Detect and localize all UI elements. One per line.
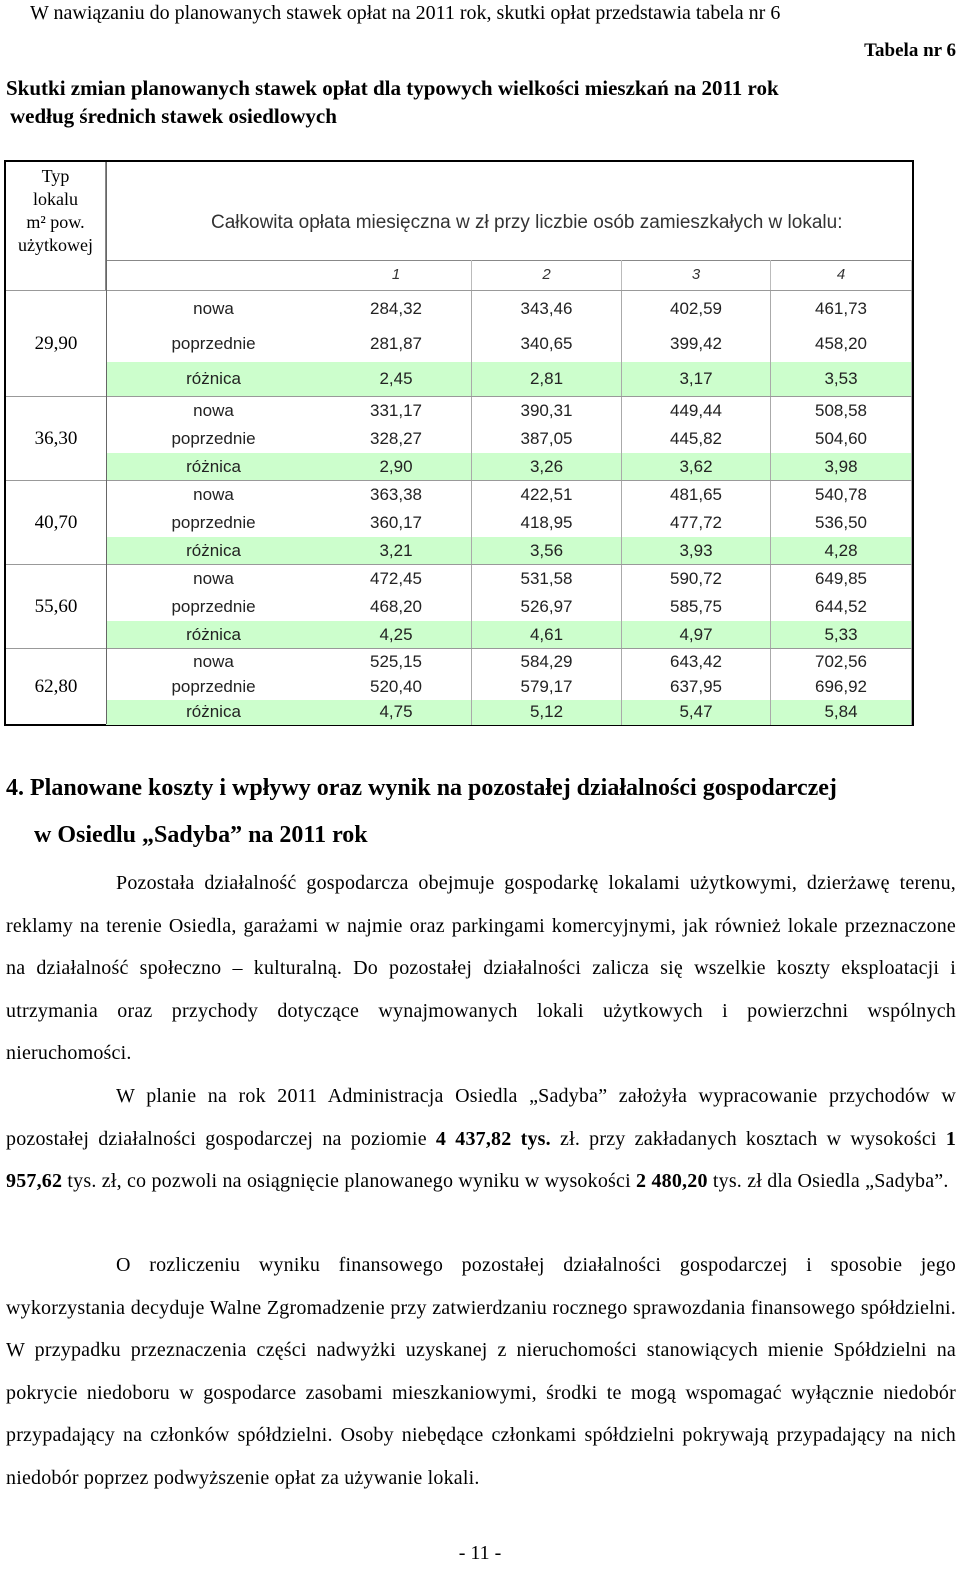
value-cell: 531,58: [472, 565, 622, 593]
value-cell: 3,98: [771, 453, 912, 481]
persons-header-2: 2: [472, 260, 622, 290]
value-cell: 3,26: [472, 453, 622, 481]
value-cell: 3,53: [771, 362, 912, 397]
text: zł. przy zakładanych kosztach w wysokości: [550, 1127, 946, 1150]
table-row: [106, 481, 912, 509]
value-cell: 504,60: [771, 425, 912, 453]
table-row: [106, 674, 912, 699]
paragraph-other-activity: Pozostała działalność gospodarcza obejmuje gospodarkę lokalami użytkowymi, dzierżawę terenu, reklamy na terenie Osiedla, garażami w najmie oraz parkingami komercyjnymi, jak również lokale przeznaczone na działalność społeczno – kulturalną. Do pozostałej działalności zalicza się wszelkie koszty eksploatacji i utrzymania oraz przychody dotyczące wynajmowanych lokali użytkowych i powierzchni wspólnych nieruchomości.: [6, 872, 956, 1065]
row-label: nowa: [193, 651, 234, 671]
fees-table: [4, 160, 914, 726]
table-title-line1: Skutki zmian planowanych stawek opłat dla typowych wielkości mieszkań na 2011 rok: [6, 76, 779, 100]
value-cell: 390,31: [472, 397, 622, 425]
area-group: [6, 648, 912, 725]
value-cell: 4,97: [622, 621, 771, 649]
text: W planie na rok 2011 Administracja Osiedla „Sadyba” założyła wypracowanie przychodów w pozostałej działalności gospodarczej na poziomie: [6, 1085, 956, 1150]
value-cell: 526,97: [472, 593, 622, 621]
value-cell: 399,42: [622, 326, 771, 361]
value-cell: 418,95: [472, 509, 622, 537]
value-cell: 468,20: [321, 593, 472, 621]
table-row: [106, 649, 912, 674]
row-label: poprzednie: [171, 676, 256, 696]
value-cell: 472,45: [321, 565, 472, 593]
value-cell: 590,72: [622, 565, 771, 593]
value-cell: 3,17: [622, 362, 771, 397]
value-cell: 331,17: [321, 397, 472, 425]
value-cell: 477,72: [622, 509, 771, 537]
value-cell: 5,12: [472, 700, 622, 725]
value-cell: 3,93: [622, 537, 771, 565]
text: tys. zł, co pozwoli na osiągnięcie planowanego wyniku w wysokości: [62, 1170, 637, 1193]
row-label: nowa: [193, 298, 234, 318]
value-cell: 508,58: [771, 397, 912, 425]
section-title-line2: w Osiedlu „Sadyba” na 2011 rok: [34, 822, 368, 848]
table-row: [106, 621, 912, 649]
section-title-line1: 4. Planowane koszty i wpływy oraz wynik na pozostałej działalności gospodarczej: [6, 775, 837, 801]
value-cell: 649,85: [771, 565, 912, 593]
revenue-value: 4 437,82 tys.: [435, 1127, 551, 1150]
value-cell: 387,05: [472, 425, 622, 453]
fee-header: [106, 162, 912, 261]
value-cell: 3,56: [472, 537, 622, 565]
table-row: [106, 397, 912, 425]
row-label: poprzednie: [171, 429, 256, 448]
persons-header-1: 1: [321, 260, 472, 290]
row-label: nowa: [193, 485, 234, 504]
value-cell: 281,87: [321, 326, 472, 361]
value-cell: 3,62: [622, 453, 771, 481]
table-number: Tabela nr 6: [864, 40, 956, 61]
value-cell: 328,27: [321, 425, 472, 453]
value-cell: 340,65: [472, 326, 622, 361]
row-label: poprzednie: [171, 597, 256, 616]
type-header-line: Typ: [41, 166, 70, 186]
row-label: różnica: [186, 625, 241, 644]
value-cell: 445,82: [622, 425, 771, 453]
value-cell: 422,51: [472, 481, 622, 509]
area-value: 55,60: [34, 596, 78, 617]
page-number: - 11 -: [458, 1542, 502, 1564]
area-group: [6, 290, 912, 397]
type-header: [6, 162, 106, 290]
table-row: [106, 425, 912, 453]
row-label: nowa: [193, 569, 234, 588]
value-cell: 696,92: [771, 674, 912, 699]
area-value: 62,80: [34, 675, 78, 697]
cost-value: 1 957,62: [6, 1127, 957, 1193]
value-cell: 481,65: [622, 481, 771, 509]
value-cell: 584,29: [472, 649, 622, 674]
value-cell: 363,38: [321, 481, 472, 509]
value-cell: 2,45: [321, 362, 472, 397]
type-header-line: m² pow.: [26, 212, 85, 232]
area-value: 36,30: [34, 428, 78, 449]
table-row: [106, 453, 912, 481]
paragraph-settlement: O rozliczeniu wyniku finansowego pozostałej działalności gospodarczej i sposobie jego wykorzystania decyduje Walne Zgromadzenie przy zatwierdzaniu rocznego sprawozdania finansowego spółdzielni. W przypadku przeznaczenia części nadwyżki uzyskanej z nieruchomości stanowiących mienie Spółdzielni na pokrycie niedoboru w gospodarce zasobami mieszkaniowymi, środki te mogą wspomagać wyłącznie niedobór przypadający na członków spółdzielni. Osoby niebędące członkami spółdzielni pokrywają przypadający na nich niedobór poprzez podwyższenie opłat za używanie lokali.: [6, 1254, 956, 1489]
value-cell: 458,20: [771, 326, 912, 361]
value-cell: 520,40: [321, 674, 472, 699]
value-cell: 3,21: [321, 537, 472, 565]
table-row: [106, 326, 912, 361]
table-row: [106, 593, 912, 621]
value-cell: 5,33: [771, 621, 912, 649]
value-cell: 702,56: [771, 649, 912, 674]
row-label: różnica: [186, 457, 241, 476]
type-header-line: lokalu: [33, 189, 78, 209]
type-header-line: użytkowej: [18, 235, 93, 255]
value-cell: 343,46: [472, 291, 622, 326]
persons-header-3: 3: [622, 260, 771, 290]
value-cell: 5,47: [622, 700, 771, 725]
value-cell: 2,90: [321, 453, 472, 481]
value-cell: 4,28: [771, 537, 912, 565]
persons-header-4: 4: [771, 260, 912, 290]
value-cell: 4,25: [321, 621, 472, 649]
row-label: poprzednie: [171, 333, 256, 353]
row-label: różnica: [186, 541, 241, 560]
table-row: [106, 565, 912, 593]
value-cell: 585,75: [622, 593, 771, 621]
value-cell: 525,15: [321, 649, 472, 674]
value-cell: 579,17: [472, 674, 622, 699]
value-cell: 2,81: [472, 362, 622, 397]
row-label: poprzednie: [171, 513, 256, 532]
value-cell: 461,73: [771, 291, 912, 326]
fee-header-text: Całkowita opłata miesięczna w zł przy liczbie osób zamieszkałych w lokalu:: [211, 212, 843, 233]
table-title-line2: według średnich stawek osiedlowych: [10, 104, 337, 128]
row-label: różnica: [186, 702, 241, 722]
table-row: [106, 537, 912, 565]
value-cell: 5,84: [771, 700, 912, 725]
value-cell: 4,61: [472, 621, 622, 649]
value-cell: 449,44: [622, 397, 771, 425]
column-separator: [106, 162, 107, 724]
table-row: [106, 700, 912, 725]
value-cell: 540,78: [771, 481, 912, 509]
row-label: różnica: [186, 369, 241, 389]
intro-text: W nawiązaniu do planowanych stawek opłat na 2011 rok, skutki opłat przedstawia tabela nr 6: [30, 2, 781, 24]
table-row: [106, 291, 912, 326]
result-value: 2 480,20: [636, 1170, 708, 1193]
value-cell: 4,75: [321, 700, 472, 725]
area-group: [6, 396, 912, 481]
value-cell: 644,52: [771, 593, 912, 621]
area-group: [6, 564, 912, 649]
paragraph-plan-2011: [6, 1075, 956, 1203]
value-cell: 536,50: [771, 509, 912, 537]
value-cell: 637,95: [622, 674, 771, 699]
table-row: [106, 509, 912, 537]
row-label: nowa: [193, 401, 234, 420]
area-value: 29,90: [34, 332, 78, 354]
value-cell: 402,59: [622, 291, 771, 326]
table-row: [106, 362, 912, 397]
value-cell: 643,42: [622, 649, 771, 674]
value-cell: 284,32: [321, 291, 472, 326]
area-value: 40,70: [34, 512, 78, 533]
text: tys. zł dla Osiedla „Sadyba”.: [707, 1170, 949, 1193]
area-group: [6, 480, 912, 565]
value-cell: 360,17: [321, 509, 472, 537]
